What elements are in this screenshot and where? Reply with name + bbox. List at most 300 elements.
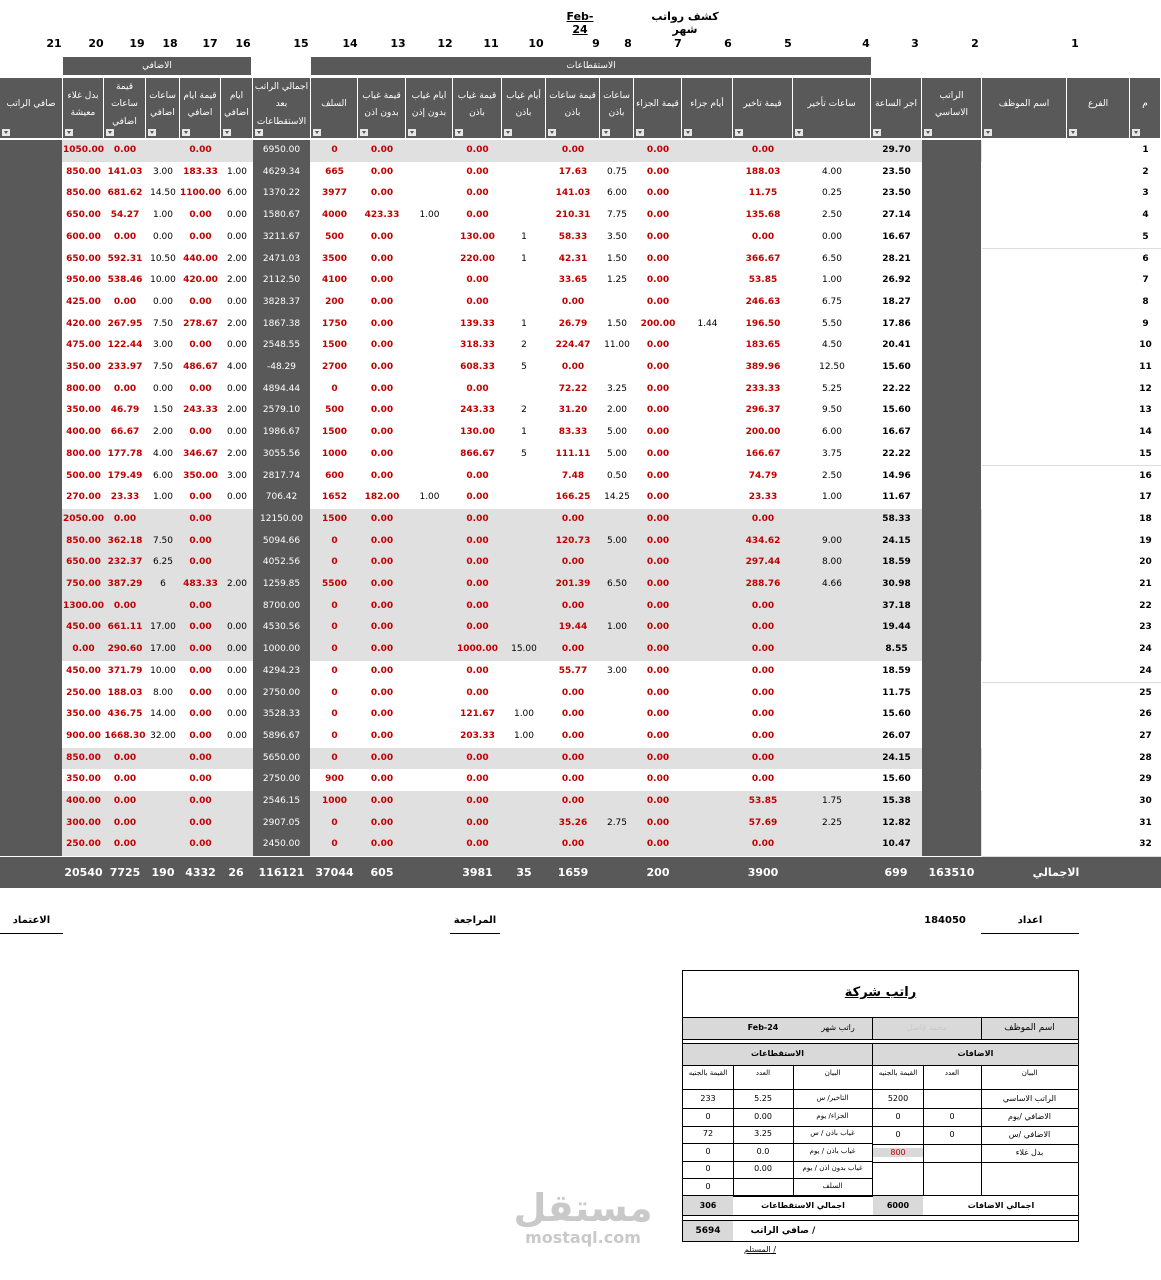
cell-hourly: 11.67 bbox=[882, 492, 911, 503]
cell-anv: 0.00 bbox=[370, 188, 394, 199]
cell-lv: 246.63 bbox=[745, 296, 781, 307]
table-row bbox=[0, 205, 1161, 227]
filter-dropdown-icon[interactable] bbox=[255, 129, 263, 136]
employee-cell bbox=[982, 205, 1130, 228]
cell-anv: 0.00 bbox=[370, 340, 394, 351]
header-label: ايام غياب بدون إذن bbox=[411, 90, 447, 118]
cell-and bbox=[406, 617, 453, 639]
cell-lv: 0.00 bbox=[751, 709, 775, 720]
cell-lv: 366.67 bbox=[745, 253, 781, 264]
employee-cell bbox=[982, 596, 1130, 619]
column-number: 5 bbox=[784, 37, 792, 50]
header-permit-hours[interactable] bbox=[600, 78, 634, 138]
column-number: 18 bbox=[162, 37, 178, 50]
cell-lv: 233.33 bbox=[745, 383, 781, 394]
cell-av: 0.00 bbox=[466, 275, 489, 286]
cell-and bbox=[406, 704, 453, 726]
header-advances[interactable] bbox=[311, 78, 358, 138]
header-absence-days-no-permit[interactable] bbox=[406, 78, 453, 138]
cell-odv: 0.00 bbox=[189, 557, 212, 568]
slip-addition-count: 0 bbox=[949, 1112, 955, 1121]
header-label: قيمة غياب باذن bbox=[457, 90, 497, 118]
header-living-allowance[interactable] bbox=[63, 78, 104, 138]
header-absence-value-no-permit[interactable] bbox=[358, 78, 406, 138]
cell-pv: 0.00 bbox=[646, 535, 670, 546]
cell-av: 243.33 bbox=[460, 405, 495, 416]
header-label: الفرع bbox=[1087, 99, 1109, 110]
dark-cell bbox=[922, 400, 981, 422]
header-net-salary[interactable] bbox=[0, 78, 63, 138]
cell-pv: 0.00 bbox=[646, 752, 670, 763]
employee-cell bbox=[982, 487, 1130, 510]
cell-la: 450.00 bbox=[66, 665, 101, 676]
header-hourly-wage[interactable] bbox=[871, 78, 922, 138]
filter-dropdown-icon[interactable] bbox=[504, 129, 512, 136]
cell-lv: 0.00 bbox=[751, 839, 775, 850]
filter-dropdown-icon[interactable] bbox=[313, 129, 321, 136]
employee-cell bbox=[982, 574, 1130, 597]
cell-adv: 0 bbox=[331, 644, 338, 655]
cell-av: 0.00 bbox=[466, 188, 489, 199]
filter-dropdown-icon[interactable] bbox=[408, 129, 416, 136]
cell-hourly: 12.82 bbox=[882, 817, 911, 828]
cell-total: 2579.10 bbox=[262, 405, 301, 416]
cell-od bbox=[221, 769, 253, 791]
cell-total: 1000.00 bbox=[262, 644, 301, 655]
slip-receiver-label: المستلم / bbox=[743, 1245, 777, 1254]
cell-phv: 0.00 bbox=[561, 752, 585, 763]
filter-dropdown-icon[interactable] bbox=[182, 129, 190, 136]
cell-ph: 5.00 bbox=[606, 448, 628, 459]
slip-row-divider bbox=[683, 1143, 872, 1144]
cell-av: 203.33 bbox=[460, 730, 495, 741]
cell-odv: 0.00 bbox=[189, 644, 212, 655]
cell-pv: 0.00 bbox=[646, 557, 670, 568]
slip-deduction-value: 72 bbox=[702, 1129, 714, 1138]
cell-and bbox=[406, 140, 453, 162]
column-number: 8 bbox=[624, 37, 632, 50]
cell-lv: 389.96 bbox=[745, 362, 781, 372]
cell-ph bbox=[600, 769, 634, 791]
cell-phv: 19.44 bbox=[558, 622, 588, 633]
cell-la: 800.00 bbox=[66, 383, 101, 394]
table-row bbox=[0, 466, 1161, 488]
header-label: صافي الراتب bbox=[6, 99, 56, 110]
dark-cell bbox=[0, 140, 62, 162]
cell-m: 20 bbox=[1139, 557, 1152, 568]
cell-ohv: 362.18 bbox=[107, 535, 143, 546]
cell-lh bbox=[793, 509, 871, 531]
cell-m: 21 bbox=[1139, 579, 1152, 589]
cell-od bbox=[221, 791, 253, 813]
header-total-after-deductions[interactable] bbox=[253, 78, 311, 138]
cell-total: 2750.00 bbox=[262, 774, 301, 785]
dark-cell bbox=[922, 596, 981, 618]
header-label: قيمة ساعات اضافي bbox=[111, 82, 138, 127]
cell-odv: 0.00 bbox=[189, 535, 212, 546]
cell-av: 0.00 bbox=[466, 600, 489, 611]
header-label: قيمة تاخير bbox=[743, 99, 782, 110]
cell-pd bbox=[682, 531, 733, 553]
header-basic-salary[interactable] bbox=[922, 78, 982, 138]
cell-total: 12150.00 bbox=[260, 513, 303, 524]
cell-pv: 0.00 bbox=[646, 687, 670, 698]
cell-adv: 500 bbox=[325, 231, 344, 242]
cell-av: 130.00 bbox=[460, 231, 495, 242]
cell-lv: 0.00 bbox=[751, 752, 775, 763]
cell-pd bbox=[682, 162, 733, 184]
cell-hourly: 27.14 bbox=[882, 210, 911, 221]
cell-oh: 10.50 bbox=[150, 253, 176, 264]
dark-cell bbox=[922, 639, 981, 661]
header-late-hours[interactable] bbox=[793, 78, 871, 138]
cell-total: 4894.44 bbox=[262, 383, 301, 394]
cell-anv: 182.00 bbox=[364, 492, 400, 503]
cell-anv: 0.00 bbox=[370, 579, 394, 589]
total-hourly-wage: 699 bbox=[884, 866, 908, 879]
cell-adv: 0 bbox=[331, 557, 338, 568]
dark-cell bbox=[0, 791, 62, 813]
cell-lh: 6.75 bbox=[821, 296, 843, 307]
dark-cell bbox=[0, 617, 62, 639]
cell-phv: 0.00 bbox=[561, 709, 585, 720]
filter-dropdown-icon[interactable] bbox=[548, 129, 556, 136]
header-label: الراتب الاساسي bbox=[935, 90, 968, 118]
employee-cell bbox=[982, 357, 1130, 380]
cell-la: 420.00 bbox=[66, 318, 101, 329]
cell-ohv: 290.60 bbox=[107, 644, 143, 655]
cell-av: 0.00 bbox=[466, 492, 489, 503]
cell-hourly: 18.59 bbox=[882, 665, 911, 676]
cell-av: 0.00 bbox=[466, 145, 489, 155]
cell-pd bbox=[682, 249, 733, 271]
cell-lh bbox=[793, 726, 871, 748]
cell-od: 0.00 bbox=[226, 231, 248, 242]
cell-total: 4052.56 bbox=[262, 557, 301, 568]
cell-anv: 0.00 bbox=[370, 709, 394, 720]
header-overtime-days-value[interactable] bbox=[180, 78, 221, 138]
cell-adv: 665 bbox=[325, 166, 344, 177]
column-number: 3 bbox=[911, 37, 919, 50]
column-number: 12 bbox=[437, 37, 453, 50]
cell-m: 22 bbox=[1139, 600, 1152, 611]
cell-lh bbox=[793, 748, 871, 770]
cell-ph: 1.00 bbox=[606, 622, 628, 633]
cell-od bbox=[221, 531, 253, 553]
column-number: 14 bbox=[342, 37, 358, 50]
cell-m: 32 bbox=[1139, 839, 1152, 850]
cell-pv: 0.00 bbox=[646, 253, 670, 264]
cell-adv: 0 bbox=[331, 709, 338, 720]
employee-cell bbox=[982, 422, 1130, 445]
header-overtime-hours[interactable] bbox=[146, 78, 180, 138]
cell-m: 3 bbox=[1142, 188, 1149, 199]
cell-pv: 0.00 bbox=[646, 296, 670, 307]
filter-dropdown-icon[interactable] bbox=[873, 129, 881, 136]
dark-cell bbox=[922, 422, 981, 444]
cell-oh: 6 bbox=[160, 579, 166, 589]
filter-dropdown-icon[interactable] bbox=[684, 129, 692, 136]
cell-ohv: 23.33 bbox=[110, 492, 140, 503]
cell-av: 0.00 bbox=[466, 839, 489, 850]
cell-total: 2546.15 bbox=[262, 796, 301, 806]
header-employee-name[interactable] bbox=[982, 78, 1067, 138]
table-row bbox=[0, 639, 1161, 661]
cell-ad bbox=[502, 552, 546, 574]
slip-total-additions: 6000 bbox=[886, 1201, 910, 1210]
cell-oh bbox=[146, 140, 180, 162]
cell-od: 0.00 bbox=[226, 492, 248, 503]
cell-pv: 0.00 bbox=[646, 839, 670, 850]
table-row bbox=[0, 314, 1161, 336]
column-number: 19 bbox=[129, 37, 145, 50]
cell-ph bbox=[600, 834, 634, 856]
cell-odv: 420.00 bbox=[183, 275, 218, 286]
cell-ohv: 66.67 bbox=[110, 427, 140, 438]
filter-dropdown-icon[interactable] bbox=[735, 129, 743, 136]
cell-pd bbox=[682, 726, 733, 748]
slip-addition-count: 0 bbox=[949, 1130, 955, 1139]
filter-dropdown-icon[interactable] bbox=[148, 129, 156, 136]
employee-cell bbox=[982, 183, 1130, 206]
header-permit-hours-value[interactable] bbox=[546, 78, 600, 138]
cell-hourly: 10.47 bbox=[882, 839, 911, 850]
dark-cell bbox=[0, 422, 62, 444]
slip-row-divider bbox=[873, 1126, 1078, 1127]
cell-adv: 3977 bbox=[321, 188, 348, 199]
header-late-value[interactable] bbox=[733, 78, 793, 138]
header-overtime-hours-value[interactable] bbox=[104, 78, 146, 138]
filter-dropdown-icon[interactable] bbox=[106, 129, 114, 136]
cell-hourly: 22.22 bbox=[882, 383, 911, 394]
employee-cell bbox=[982, 552, 1130, 575]
cell-anv: 0.00 bbox=[370, 557, 394, 568]
dark-cell bbox=[0, 509, 62, 531]
employee-cell bbox=[982, 227, 1130, 250]
cell-ph bbox=[600, 726, 634, 748]
cell-ad bbox=[502, 617, 546, 639]
slip-deduction-count: 5.25 bbox=[754, 1094, 772, 1103]
cell-av: 0.00 bbox=[466, 752, 489, 763]
cell-odv: 350.00 bbox=[183, 470, 218, 481]
table-row bbox=[0, 444, 1161, 466]
dark-cell bbox=[922, 379, 981, 401]
cell-lv: 0.00 bbox=[751, 665, 775, 676]
cell-m: 24 bbox=[1139, 644, 1152, 655]
table-row bbox=[0, 400, 1161, 422]
filter-dropdown-icon[interactable] bbox=[65, 129, 73, 136]
cell-lv: 196.50 bbox=[745, 318, 781, 329]
slip-col-item-add: البيان bbox=[1021, 1069, 1038, 1077]
cell-lv: 188.03 bbox=[745, 166, 781, 177]
filter-dropdown-icon[interactable] bbox=[1132, 129, 1140, 136]
filter-dropdown-icon[interactable] bbox=[455, 129, 463, 136]
dark-cell bbox=[0, 379, 62, 401]
cell-av: 130.00 bbox=[460, 427, 495, 438]
report-month: Feb-24 bbox=[566, 10, 594, 36]
header-m[interactable] bbox=[1130, 78, 1161, 138]
dark-cell bbox=[0, 531, 62, 553]
total-absence-value-permit: 3981 bbox=[462, 866, 493, 879]
cell-od: 1.00 bbox=[226, 166, 248, 177]
cell-lh: 5.25 bbox=[821, 383, 843, 394]
slip-addition-item: بدل غلاء bbox=[1015, 1148, 1044, 1157]
cell-ph: 3.00 bbox=[606, 665, 628, 676]
cell-pd bbox=[682, 183, 733, 205]
cell-total: 2112.50 bbox=[262, 275, 301, 286]
cell-odv: 183.33 bbox=[183, 166, 218, 177]
cell-oh: 7.50 bbox=[152, 362, 174, 372]
cell-hourly: 22.22 bbox=[882, 448, 911, 459]
header-label: ساعات باذن bbox=[603, 90, 630, 118]
cell-and bbox=[406, 466, 453, 488]
cell-od: 4.00 bbox=[226, 362, 248, 372]
cell-od: 0.00 bbox=[226, 730, 248, 741]
cell-anv: 0.00 bbox=[370, 622, 394, 633]
cell-total: 3828.37 bbox=[262, 296, 301, 307]
cell-ad: 2 bbox=[521, 405, 527, 416]
cell-odv: 0.00 bbox=[189, 665, 212, 676]
cell-ad bbox=[502, 292, 546, 314]
column-number: 21 bbox=[46, 37, 62, 50]
filter-dropdown-icon[interactable] bbox=[924, 129, 932, 136]
cell-phv: 111.11 bbox=[555, 448, 591, 459]
header-penalty-value[interactable] bbox=[634, 78, 682, 138]
cell-ad bbox=[502, 162, 546, 184]
cell-m: 12 bbox=[1139, 383, 1152, 394]
cell-oh: 2.00 bbox=[152, 427, 174, 438]
cell-ph: 1.25 bbox=[606, 275, 628, 286]
filter-dropdown-icon[interactable] bbox=[795, 129, 803, 136]
cell-m: 18 bbox=[1139, 513, 1152, 524]
cell-la: 850.00 bbox=[66, 752, 101, 763]
cell-ohv: 177.78 bbox=[107, 448, 143, 459]
cell-phv: 166.25 bbox=[555, 492, 591, 503]
filter-dropdown-icon[interactable] bbox=[223, 129, 231, 136]
employee-cell bbox=[982, 379, 1130, 402]
cell-and bbox=[406, 769, 453, 791]
cell-total: 2548.55 bbox=[262, 340, 301, 351]
cell-total: 5896.67 bbox=[262, 730, 301, 741]
slip-addition-value: 800 bbox=[873, 1148, 923, 1157]
cell-ph bbox=[600, 140, 634, 162]
cell-hourly: 18.59 bbox=[882, 557, 911, 568]
cell-la: 950.00 bbox=[66, 275, 101, 286]
header-label: بدل غلاء معيشة bbox=[67, 90, 99, 118]
cell-and bbox=[406, 639, 453, 661]
cell-ph: 5.00 bbox=[606, 427, 628, 438]
cell-ad bbox=[502, 813, 546, 835]
dark-cell bbox=[922, 292, 981, 314]
cell-adv: 0 bbox=[331, 600, 338, 611]
slip-addition-value: 0 bbox=[895, 1112, 901, 1121]
cell-and bbox=[406, 813, 453, 835]
dark-cell bbox=[922, 748, 981, 770]
dark-cell bbox=[0, 357, 62, 379]
table-row bbox=[0, 422, 1161, 444]
additions-group-header: الاضافي bbox=[63, 57, 251, 75]
cell-adv: 1500 bbox=[321, 513, 348, 524]
cell-hourly: 18.27 bbox=[882, 296, 911, 307]
cell-ohv: 0.00 bbox=[113, 513, 137, 524]
cell-anv: 0.00 bbox=[370, 296, 394, 307]
cell-av: 0.00 bbox=[466, 383, 489, 394]
cell-odv: 440.00 bbox=[183, 253, 218, 264]
dark-cell bbox=[922, 487, 981, 509]
table-row bbox=[0, 791, 1161, 813]
slip-title: راتب شركة bbox=[844, 985, 917, 1000]
cell-m: 4 bbox=[1142, 210, 1149, 221]
table-row bbox=[0, 249, 1161, 271]
cell-lh: 2.50 bbox=[821, 210, 843, 221]
filter-dropdown-icon[interactable] bbox=[984, 129, 992, 136]
cell-phv: 0.00 bbox=[561, 362, 585, 372]
cell-oh: 17.00 bbox=[150, 622, 176, 633]
slip-addition-item: الاضافي /س bbox=[1008, 1130, 1051, 1139]
cell-hourly: 24.15 bbox=[882, 535, 911, 546]
filter-dropdown-icon[interactable] bbox=[360, 129, 368, 136]
table-row bbox=[0, 140, 1161, 162]
table-row bbox=[0, 162, 1161, 184]
cell-lv: 166.67 bbox=[745, 448, 781, 459]
table-row bbox=[0, 531, 1161, 553]
cell-lh: 0.25 bbox=[821, 188, 843, 199]
cell-od: 2.00 bbox=[226, 275, 248, 286]
header-absence-value-permit[interactable] bbox=[453, 78, 502, 138]
table-row bbox=[0, 661, 1161, 683]
dark-cell bbox=[922, 769, 981, 791]
cell-phv: 72.22 bbox=[558, 383, 588, 394]
cell-od: 0.00 bbox=[226, 687, 248, 698]
cell-and bbox=[406, 422, 453, 444]
cell-and bbox=[406, 531, 453, 553]
cell-ohv: 0.00 bbox=[113, 796, 137, 806]
cell-anv: 0.00 bbox=[370, 752, 394, 763]
cell-oh: 0.00 bbox=[152, 383, 174, 394]
cell-la: 500.00 bbox=[66, 470, 101, 481]
cell-pd bbox=[682, 834, 733, 856]
cell-adv: 200 bbox=[325, 296, 344, 307]
cell-lv: 57.69 bbox=[748, 817, 778, 828]
table-row bbox=[0, 596, 1161, 618]
cell-lv: 0.00 bbox=[751, 513, 775, 524]
header-branch[interactable] bbox=[1067, 78, 1130, 138]
filter-dropdown-icon[interactable] bbox=[2, 129, 10, 136]
table-row bbox=[0, 617, 1161, 639]
header-overtime-days[interactable] bbox=[221, 78, 253, 138]
cell-ad bbox=[502, 834, 546, 856]
cell-ohv: 538.46 bbox=[107, 275, 143, 286]
cell-av: 866.67 bbox=[460, 448, 495, 459]
cell-m: 24 bbox=[1139, 665, 1152, 676]
dark-cell bbox=[922, 162, 981, 184]
cell-pd bbox=[682, 422, 733, 444]
cell-od: 2.00 bbox=[226, 318, 248, 329]
filter-dropdown-icon[interactable] bbox=[602, 129, 610, 136]
cell-phv: 210.31 bbox=[555, 210, 591, 221]
cell-la: 850.00 bbox=[66, 188, 101, 199]
filter-dropdown-icon[interactable] bbox=[636, 129, 644, 136]
cell-odv: 0.00 bbox=[189, 600, 212, 611]
cell-ph: 5.00 bbox=[606, 535, 628, 546]
slip-employee-label: اسم الموظف bbox=[1004, 1023, 1055, 1033]
header-penalty-days[interactable] bbox=[682, 78, 733, 138]
header-label: اجمالي الراتب بعد الاستقطاعات bbox=[254, 82, 309, 127]
cell-and bbox=[406, 292, 453, 314]
cell-oh bbox=[146, 834, 180, 856]
filter-dropdown-icon[interactable] bbox=[1069, 129, 1077, 136]
header-absence-days-permit[interactable] bbox=[502, 78, 546, 138]
